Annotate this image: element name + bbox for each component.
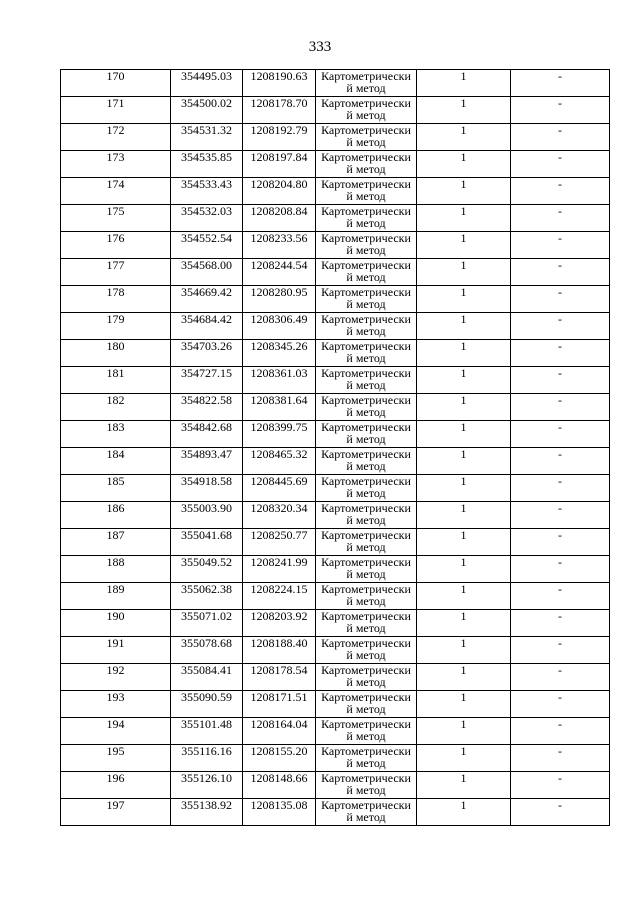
method-line-1: Картометрически	[321, 636, 411, 650]
accuracy-cell: 1	[417, 772, 511, 799]
coordinates-table	[60, 69, 610, 826]
y-coordinate-cell: 1208204.80	[243, 178, 316, 205]
y-coordinate-cell: 1208148.66	[243, 772, 316, 799]
x-coordinate-cell: 355101.48	[171, 718, 243, 745]
table-row	[61, 367, 610, 394]
description-cell: -	[511, 610, 610, 637]
accuracy-cell: 1	[417, 205, 511, 232]
description-cell: -	[511, 151, 610, 178]
point-number-cell: 180	[61, 340, 171, 367]
point-number-cell: 194	[61, 718, 171, 745]
y-coordinate-cell: 1208361.03	[243, 367, 316, 394]
description-cell: -	[511, 637, 610, 664]
accuracy-cell: 1	[417, 718, 511, 745]
method-line-2: й метод	[346, 108, 386, 122]
y-coordinate-cell: 1208381.64	[243, 394, 316, 421]
accuracy-cell: 1	[417, 556, 511, 583]
accuracy-cell: 1	[417, 475, 511, 502]
accuracy-cell: 1	[417, 178, 511, 205]
table-row	[61, 313, 610, 340]
method-line-1: Картометрически	[321, 528, 411, 542]
description-cell: -	[511, 259, 610, 286]
y-coordinate-cell: 1208208.84	[243, 205, 316, 232]
y-coordinate-cell: 1208399.75	[243, 421, 316, 448]
method-line-2: й метод	[346, 378, 386, 392]
method-line-1: Картометрически	[321, 339, 411, 353]
point-number-cell: 183	[61, 421, 171, 448]
method-line-2: й метод	[346, 405, 386, 419]
x-coordinate-cell: 355062.38	[171, 583, 243, 610]
method-cell	[316, 718, 417, 745]
method-line-1: Картометрически	[321, 420, 411, 434]
y-coordinate-cell: 1208345.26	[243, 340, 316, 367]
method-line-2: й метод	[346, 648, 386, 662]
description-cell: -	[511, 286, 610, 313]
accuracy-cell: 1	[417, 340, 511, 367]
point-number-cell: 196	[61, 772, 171, 799]
table-row	[61, 151, 610, 178]
method-line-1: Картометрически	[321, 501, 411, 515]
y-coordinate-cell: 1208192.79	[243, 124, 316, 151]
method-line-1: Картометрически	[321, 177, 411, 191]
method-cell	[316, 313, 417, 340]
x-coordinate-cell: 354727.15	[171, 367, 243, 394]
accuracy-cell: 1	[417, 583, 511, 610]
method-line-2: й метод	[346, 270, 386, 284]
method-cell	[316, 259, 417, 286]
x-coordinate-cell: 355116.16	[171, 745, 243, 772]
point-number-cell: 184	[61, 448, 171, 475]
method-line-2: й метод	[346, 189, 386, 203]
y-coordinate-cell: 1208190.63	[243, 70, 316, 97]
method-line-1: Картометрически	[321, 447, 411, 461]
accuracy-cell: 1	[417, 421, 511, 448]
method-cell	[316, 556, 417, 583]
accuracy-cell: 1	[417, 367, 511, 394]
method-cell	[316, 151, 417, 178]
point-number-cell: 187	[61, 529, 171, 556]
method-line-2: й метод	[346, 243, 386, 257]
description-cell: -	[511, 340, 610, 367]
point-number-cell: 189	[61, 583, 171, 610]
table-row	[61, 610, 610, 637]
method-cell	[316, 340, 417, 367]
method-line-2: й метод	[346, 324, 386, 338]
description-cell: -	[511, 664, 610, 691]
x-coordinate-cell: 355084.41	[171, 664, 243, 691]
table-row	[61, 772, 610, 799]
point-number-cell: 178	[61, 286, 171, 313]
accuracy-cell: 1	[417, 691, 511, 718]
method-cell	[316, 178, 417, 205]
method-line-1: Картометрически	[321, 690, 411, 704]
table-row	[61, 448, 610, 475]
method-line-1: Картометрически	[321, 285, 411, 299]
method-line-1: Картометрически	[321, 474, 411, 488]
y-coordinate-cell: 1208280.95	[243, 286, 316, 313]
method-line-1: Картометрически	[321, 366, 411, 380]
description-cell: -	[511, 529, 610, 556]
point-number-cell: 179	[61, 313, 171, 340]
table-row	[61, 394, 610, 421]
method-line-2: й метод	[346, 135, 386, 149]
x-coordinate-cell: 355090.59	[171, 691, 243, 718]
method-line-2: й метод	[346, 351, 386, 365]
method-cell	[316, 448, 417, 475]
description-cell: -	[511, 448, 610, 475]
accuracy-cell: 1	[417, 151, 511, 178]
point-number-cell: 193	[61, 691, 171, 718]
x-coordinate-cell: 354533.43	[171, 178, 243, 205]
y-coordinate-cell: 1208171.51	[243, 691, 316, 718]
method-line-1: Картометрически	[321, 555, 411, 569]
point-number-cell: 172	[61, 124, 171, 151]
method-line-2: й метод	[346, 486, 386, 500]
x-coordinate-cell: 354568.00	[171, 259, 243, 286]
point-number-cell: 192	[61, 664, 171, 691]
x-coordinate-cell: 355071.02	[171, 610, 243, 637]
method-cell	[316, 97, 417, 124]
table-row	[61, 637, 610, 664]
table-row	[61, 70, 610, 97]
method-line-1: Картометрически	[321, 123, 411, 137]
method-line-2: й метод	[346, 702, 386, 716]
description-cell: -	[511, 502, 610, 529]
table-row	[61, 556, 610, 583]
y-coordinate-cell: 1208203.92	[243, 610, 316, 637]
table-row	[61, 232, 610, 259]
method-line-1: Картометрически	[321, 663, 411, 677]
description-cell: -	[511, 556, 610, 583]
x-coordinate-cell: 354893.47	[171, 448, 243, 475]
description-cell: -	[511, 97, 610, 124]
y-coordinate-cell: 1208164.04	[243, 718, 316, 745]
x-coordinate-cell: 355126.10	[171, 772, 243, 799]
point-number-cell: 174	[61, 178, 171, 205]
x-coordinate-cell: 354531.32	[171, 124, 243, 151]
accuracy-cell: 1	[417, 448, 511, 475]
method-cell	[316, 124, 417, 151]
table-row	[61, 124, 610, 151]
accuracy-cell: 1	[417, 259, 511, 286]
method-line-2: й метод	[346, 513, 386, 527]
point-number-cell: 190	[61, 610, 171, 637]
method-line-1: Картометрически	[321, 231, 411, 245]
method-line-1: Картометрически	[321, 204, 411, 218]
point-number-cell: 195	[61, 745, 171, 772]
point-number-cell: 177	[61, 259, 171, 286]
method-line-2: й метод	[346, 810, 386, 824]
method-line-2: й метод	[346, 216, 386, 230]
accuracy-cell: 1	[417, 394, 511, 421]
accuracy-cell: 1	[417, 799, 511, 826]
table-row	[61, 502, 610, 529]
method-line-2: й метод	[346, 297, 386, 311]
method-line-1: Картометрически	[321, 798, 411, 812]
method-cell	[316, 583, 417, 610]
accuracy-cell: 1	[417, 745, 511, 772]
method-line-1: Картометрически	[321, 312, 411, 326]
method-cell	[316, 232, 417, 259]
point-number-cell: 170	[61, 70, 171, 97]
accuracy-cell: 1	[417, 529, 511, 556]
method-line-2: й метод	[346, 81, 386, 95]
method-line-2: й метод	[346, 756, 386, 770]
description-cell: -	[511, 232, 610, 259]
description-cell: -	[511, 772, 610, 799]
accuracy-cell: 1	[417, 286, 511, 313]
y-coordinate-cell: 1208250.77	[243, 529, 316, 556]
accuracy-cell: 1	[417, 124, 511, 151]
point-number-cell: 182	[61, 394, 171, 421]
point-number-cell: 176	[61, 232, 171, 259]
method-cell	[316, 664, 417, 691]
method-line-2: й метод	[346, 432, 386, 446]
x-coordinate-cell: 354669.42	[171, 286, 243, 313]
table-row	[61, 421, 610, 448]
accuracy-cell: 1	[417, 664, 511, 691]
description-cell: -	[511, 691, 610, 718]
table-row	[61, 259, 610, 286]
description-cell: -	[511, 205, 610, 232]
y-coordinate-cell: 1208233.56	[243, 232, 316, 259]
description-cell: -	[511, 70, 610, 97]
description-cell: -	[511, 583, 610, 610]
method-cell	[316, 529, 417, 556]
table-row	[61, 583, 610, 610]
method-line-1: Картометрически	[321, 69, 411, 83]
method-cell	[316, 421, 417, 448]
table-row	[61, 745, 610, 772]
table-row	[61, 718, 610, 745]
method-line-1: Картометрически	[321, 258, 411, 272]
method-cell	[316, 475, 417, 502]
y-coordinate-cell: 1208241.99	[243, 556, 316, 583]
x-coordinate-cell: 354535.85	[171, 151, 243, 178]
point-number-cell: 197	[61, 799, 171, 826]
method-line-1: Картометрически	[321, 717, 411, 731]
table-row	[61, 691, 610, 718]
accuracy-cell: 1	[417, 97, 511, 124]
table-row	[61, 799, 610, 826]
x-coordinate-cell: 355049.52	[171, 556, 243, 583]
point-number-cell: 175	[61, 205, 171, 232]
table-row	[61, 340, 610, 367]
method-line-1: Картометрически	[321, 393, 411, 407]
method-cell	[316, 205, 417, 232]
y-coordinate-cell: 1208155.20	[243, 745, 316, 772]
method-cell	[316, 70, 417, 97]
x-coordinate-cell: 354822.58	[171, 394, 243, 421]
description-cell: -	[511, 421, 610, 448]
table-row	[61, 286, 610, 313]
method-cell	[316, 502, 417, 529]
point-number-cell: 171	[61, 97, 171, 124]
method-cell	[316, 637, 417, 664]
x-coordinate-cell: 355138.92	[171, 799, 243, 826]
accuracy-cell: 1	[417, 313, 511, 340]
method-line-2: й метод	[346, 459, 386, 473]
method-line-2: й метод	[346, 162, 386, 176]
point-number-cell: 186	[61, 502, 171, 529]
y-coordinate-cell: 1208178.54	[243, 664, 316, 691]
method-cell	[316, 745, 417, 772]
accuracy-cell: 1	[417, 637, 511, 664]
description-cell: -	[511, 475, 610, 502]
description-cell: -	[511, 394, 610, 421]
accuracy-cell: 1	[417, 610, 511, 637]
table-row	[61, 664, 610, 691]
description-cell: -	[511, 124, 610, 151]
y-coordinate-cell: 1208188.40	[243, 637, 316, 664]
y-coordinate-cell: 1208197.84	[243, 151, 316, 178]
method-cell	[316, 772, 417, 799]
x-coordinate-cell: 355003.90	[171, 502, 243, 529]
table-row	[61, 529, 610, 556]
y-coordinate-cell: 1208244.54	[243, 259, 316, 286]
method-line-1: Картометрически	[321, 609, 411, 623]
method-line-1: Картометрически	[321, 150, 411, 164]
method-line-1: Картометрически	[321, 744, 411, 758]
description-cell: -	[511, 718, 610, 745]
page-number: 333	[308, 39, 332, 55]
x-coordinate-cell: 354918.58	[171, 475, 243, 502]
accuracy-cell: 1	[417, 232, 511, 259]
method-cell	[316, 286, 417, 313]
x-coordinate-cell: 354552.54	[171, 232, 243, 259]
point-number-cell: 181	[61, 367, 171, 394]
x-coordinate-cell: 354500.02	[171, 97, 243, 124]
accuracy-cell: 1	[417, 502, 511, 529]
description-cell: -	[511, 313, 610, 340]
x-coordinate-cell: 354495.03	[171, 70, 243, 97]
table-row	[61, 97, 610, 124]
method-line-2: й метод	[346, 729, 386, 743]
method-line-2: й метод	[346, 783, 386, 797]
method-cell	[316, 799, 417, 826]
x-coordinate-cell: 354842.68	[171, 421, 243, 448]
method-line-1: Картометрически	[321, 582, 411, 596]
method-cell	[316, 394, 417, 421]
method-cell	[316, 691, 417, 718]
x-coordinate-cell: 354532.03	[171, 205, 243, 232]
method-line-2: й метод	[346, 567, 386, 581]
description-cell: -	[511, 367, 610, 394]
point-number-cell: 173	[61, 151, 171, 178]
description-cell: -	[511, 745, 610, 772]
y-coordinate-cell: 1208306.49	[243, 313, 316, 340]
method-line-2: й метод	[346, 540, 386, 554]
method-line-2: й метод	[346, 675, 386, 689]
y-coordinate-cell: 1208135.08	[243, 799, 316, 826]
y-coordinate-cell: 1208178.70	[243, 97, 316, 124]
method-cell	[316, 367, 417, 394]
method-line-1: Картометрически	[321, 96, 411, 110]
method-line-2: й метод	[346, 594, 386, 608]
x-coordinate-cell: 355041.68	[171, 529, 243, 556]
accuracy-cell: 1	[417, 70, 511, 97]
description-cell: -	[511, 178, 610, 205]
method-line-2: й метод	[346, 621, 386, 635]
description-cell: -	[511, 799, 610, 826]
x-coordinate-cell: 354703.26	[171, 340, 243, 367]
table-body	[61, 70, 610, 826]
y-coordinate-cell: 1208445.69	[243, 475, 316, 502]
y-coordinate-cell: 1208320.34	[243, 502, 316, 529]
table-row	[61, 178, 610, 205]
table-row	[61, 205, 610, 232]
point-number-cell: 191	[61, 637, 171, 664]
method-line-1: Картометрически	[321, 771, 411, 785]
table-row	[61, 475, 610, 502]
point-number-cell: 185	[61, 475, 171, 502]
method-cell	[316, 610, 417, 637]
y-coordinate-cell: 1208224.15	[243, 583, 316, 610]
x-coordinate-cell: 355078.68	[171, 637, 243, 664]
point-number-cell: 188	[61, 556, 171, 583]
x-coordinate-cell: 354684.42	[171, 313, 243, 340]
y-coordinate-cell: 1208465.32	[243, 448, 316, 475]
